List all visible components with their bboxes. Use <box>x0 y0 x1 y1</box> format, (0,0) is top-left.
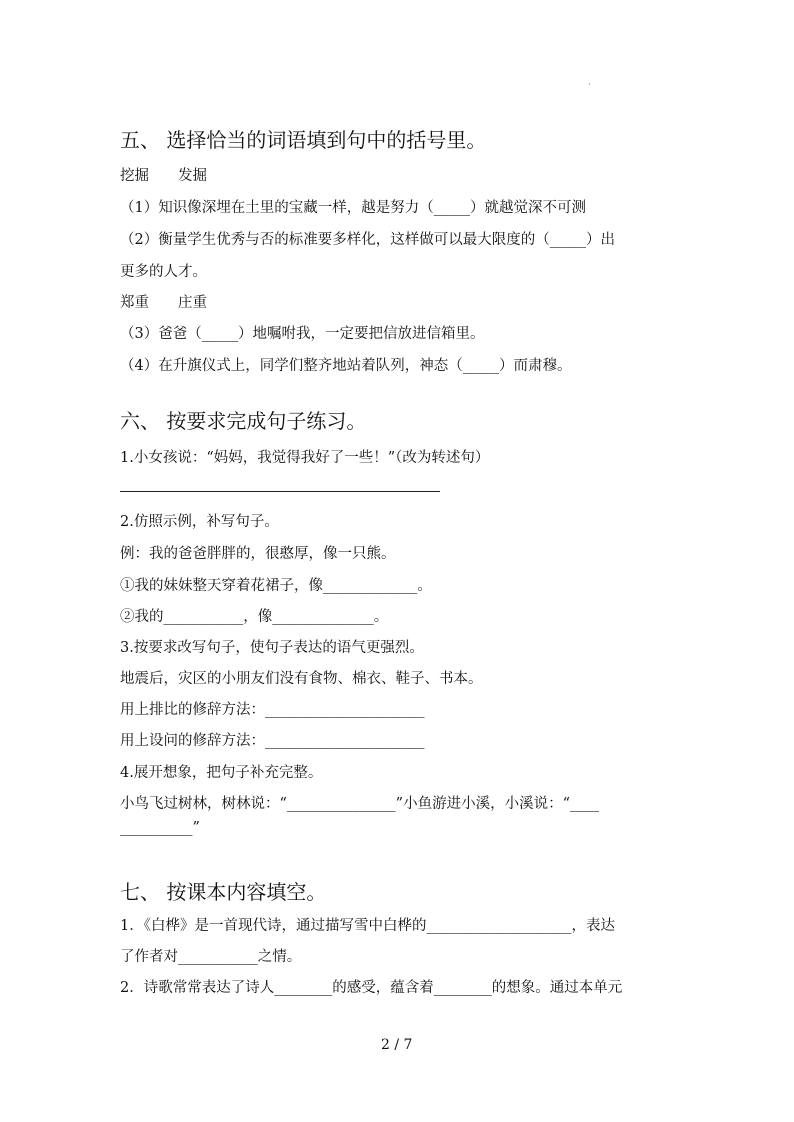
imagine-line-2: __________” <box>120 820 200 836</box>
answer-line[interactable] <box>120 491 440 492</box>
completion-2: ②我的___________，像______________。 <box>120 609 389 625</box>
word-pair-2: 郑重 庄重 <box>120 295 207 311</box>
question-4: （4）在升旗仪式上，同学们整齐地站着队列，神态（_____）而肃穆。 <box>120 358 572 374</box>
rhetorical-question-prompt: 用上设问的修辞方法：______________________ <box>120 733 425 749</box>
question-3: （3）爸爸（_____）地嘱咐我，一定要把信放进信箱里。 <box>120 326 485 342</box>
completion-1: ①我的妹妹整天穿着花裙子，像_____________。 <box>120 578 432 594</box>
imagine-line-1: 小鸟飞过树林，树林说：“_______________”小鱼游进小溪，小溪说：“____ <box>120 796 599 812</box>
page-number: 2 / 7 <box>381 1037 413 1053</box>
item-3: 3.按要求改写句子，使句子表达的语气更强烈。 <box>120 640 424 656</box>
section-5-title: 五、 选择恰当的词语填到句中的括号里。 <box>120 128 487 152</box>
item-2: 2.仿照示例，补写句子。 <box>120 514 279 530</box>
section-7-title: 七、 按课本内容填空。 <box>120 880 327 904</box>
fill-1-line-1: 1．《白桦》是一首现代诗，通过描写雪中白桦的____________________，表达 <box>120 918 615 934</box>
section-6-title: 六、 按要求完成句子练习。 <box>120 409 367 433</box>
question-2-line-1: （2）衡量学生优秀与否的标准要多样化，这样做可以最大限度的（_____）出 <box>120 232 615 248</box>
word-pair-1: 挖掘 发掘 <box>120 168 207 184</box>
fill-2-line-1: 2．诗歌常常表达了诗人________的感受，蕴含着________的想象。通过本单元 <box>120 980 623 996</box>
question-1: （1）知识像深埋在土里的宝藏一样，越是努力（_____）就越觉深不可测 <box>120 200 586 216</box>
item-4: 4.展开想象，把句子补充完整。 <box>120 765 323 781</box>
example-sentence: 例：我的爸爸胖胖的，很憨厚，像一只熊。 <box>120 546 396 562</box>
fill-1-line-2: 了作者对___________之情。 <box>120 949 302 965</box>
item-1: 1.小女孩说：“妈妈，我觉得我好了一些！”（改为转述句） <box>120 450 490 466</box>
page-mark: · <box>588 80 591 89</box>
question-2-line-2: 更多的人才。 <box>120 264 207 280</box>
parallelism-prompt: 用上排比的修辞方法：______________________ <box>120 702 425 718</box>
source-sentence: 地震后，灾区的小朋友们没有食物、棉衣、鞋子、书本。 <box>120 671 483 687</box>
